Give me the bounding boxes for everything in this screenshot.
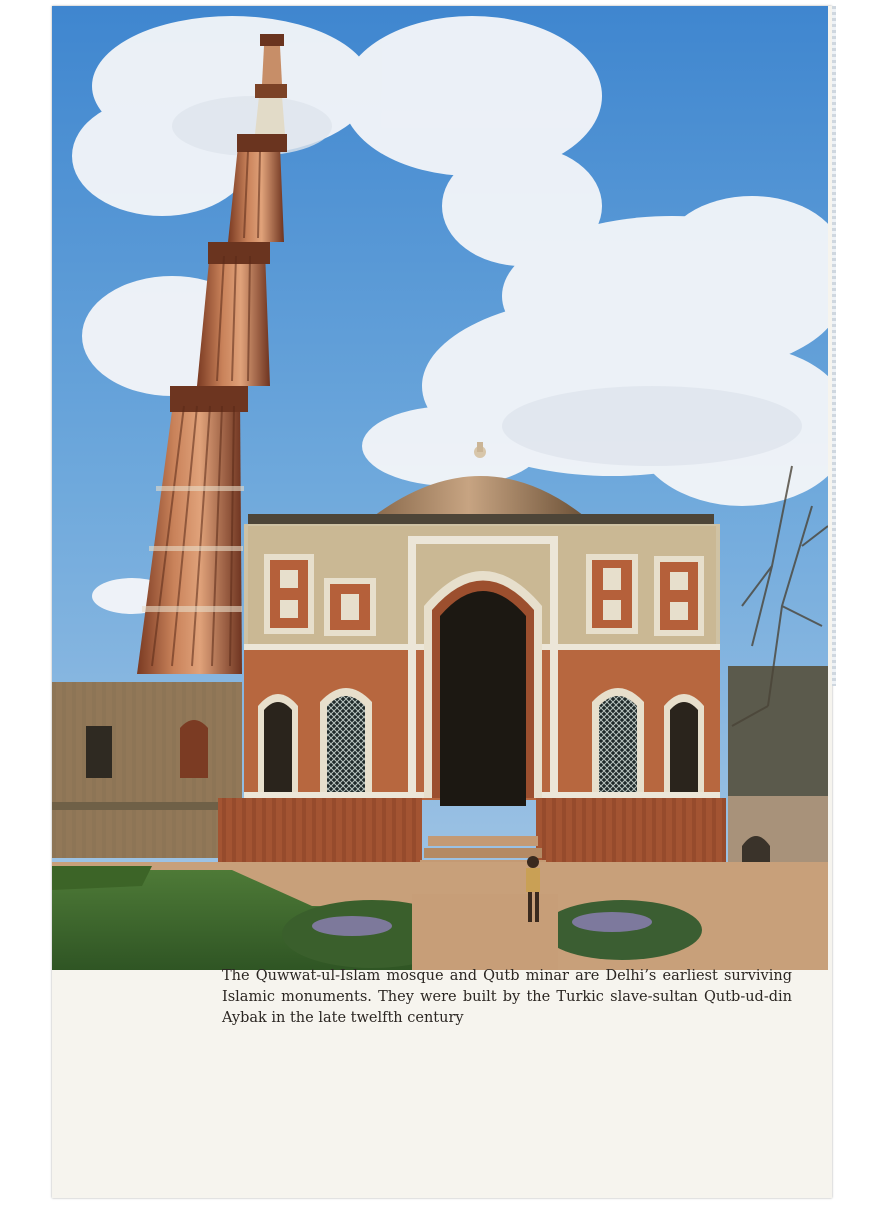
book-page (52, 6, 832, 1198)
enclosure-wall (52, 682, 242, 858)
photo-caption: The Quwwat-ul-Islam mosque and Qutb minar are Delhi’s earliest surviving Islamic monuments. They were built by the Turkic slave-sultan Qutb-ud-din Aybak in the late twelfth century (222, 968, 792, 1026)
monument-photograph (52, 6, 828, 970)
page-edge (832, 6, 836, 686)
monument-photograph-illustration (52, 6, 828, 970)
grounds (52, 862, 828, 970)
